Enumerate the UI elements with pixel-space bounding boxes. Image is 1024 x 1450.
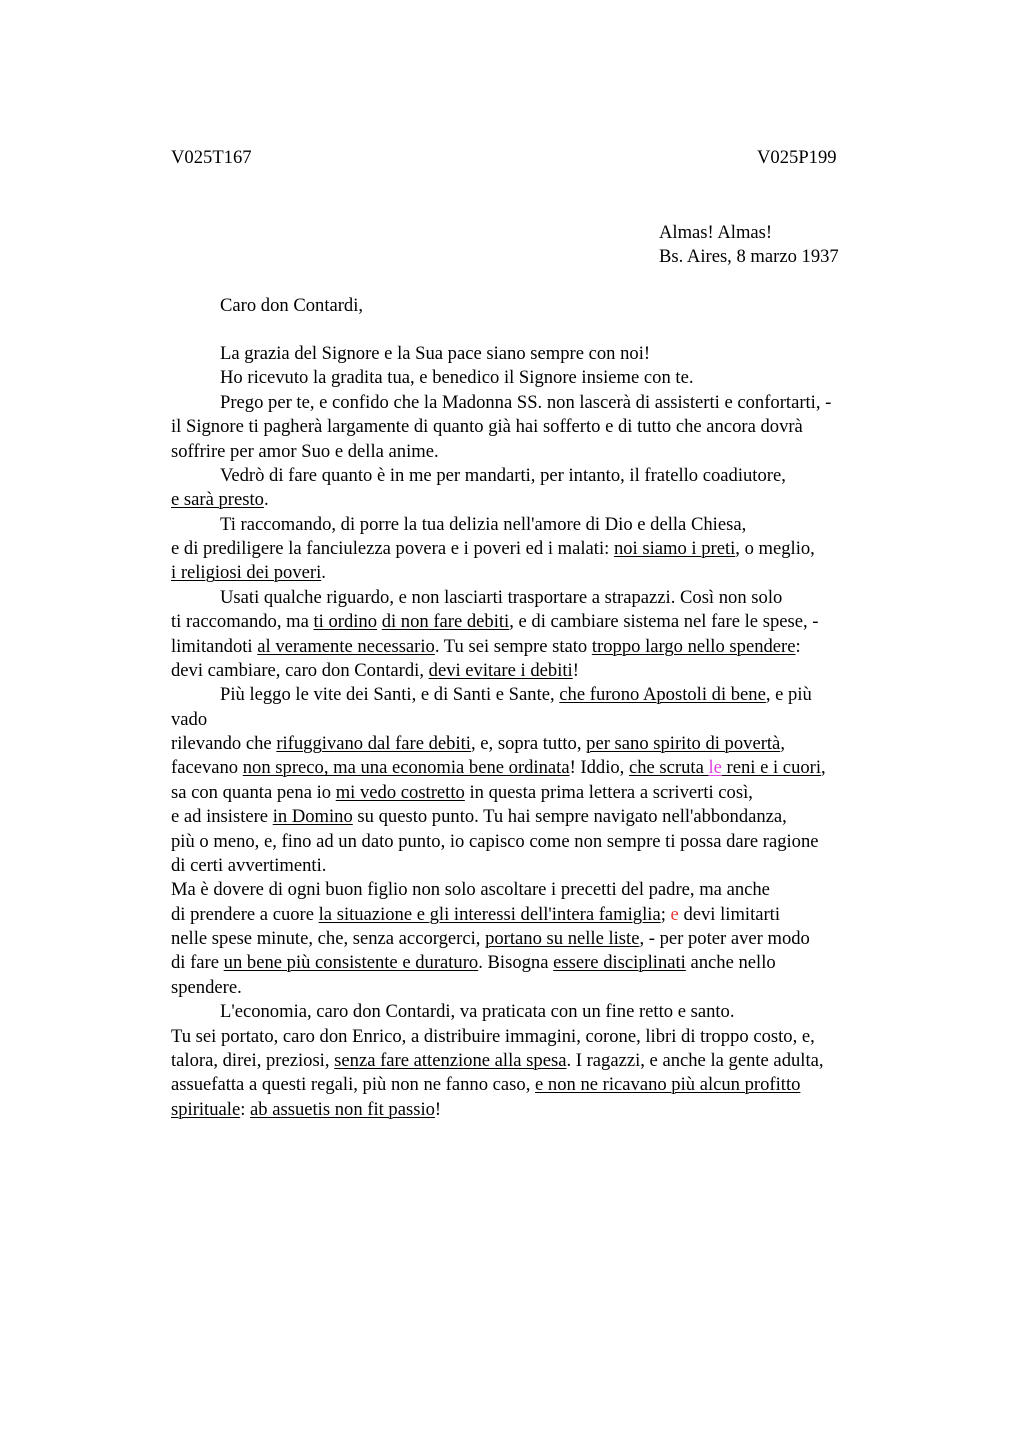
underlined-phrase: senza fare attenzione alla spesa [334, 1049, 567, 1071]
underlined-phrase: essere disciplinati [553, 952, 686, 974]
letter-line: più o meno, e, fino ad un dato punto, io capisco come non sempre ti possa dare ragione [171, 830, 819, 852]
underlined-phrase: portano su nelle liste [485, 928, 640, 949]
underlined-phrase: la situazione e gli interessi dell'intera famiglia [318, 903, 661, 925]
letter-line [171, 927, 911, 951]
letter-line [171, 1098, 911, 1122]
letter-line [171, 488, 911, 512]
text-segment: sa con quanta pena io [171, 781, 336, 803]
place-and-date: Bs. Aires, 8 marzo 1937 [659, 246, 839, 268]
motto: Almas! Almas! [659, 222, 773, 243]
letter-line: Ti raccomando, di porre la tua delizia nell'amore di Dio e della Chiesa, [220, 513, 747, 535]
underlined-phrase: di non fare debiti [381, 611, 510, 633]
text-segment: di fare [171, 952, 224, 974]
text-segment: ti raccomando, ma [171, 611, 314, 633]
underlined-phrase: e sarà presto [171, 489, 264, 511]
letter-line [171, 732, 911, 756]
dateline [659, 221, 839, 270]
text-segment: Più leggo le vite dei Santi, e di Santi e Sante, [220, 684, 560, 706]
letter-line: vado [171, 708, 208, 730]
underlined-phrase: e non ne ricavano più alcun profitto [535, 1074, 801, 1096]
underlined-phrase: un bene più consistente e duraturo [223, 952, 479, 974]
text-segment: e ad insistere [171, 806, 273, 828]
letter-line [171, 683, 911, 707]
text-segment: , e di cambiare sistema nel fare le spese, - [509, 611, 819, 633]
text-segment: . I ragazzi, e anche la gente adulta, [566, 1049, 824, 1071]
text-segment: ; [660, 903, 671, 925]
underlined-phrase: che scruta [628, 757, 709, 779]
text-segment: . Tu sei sempre stato [434, 635, 592, 657]
letter-line: La grazia del Signore e la Sua pace siano sempre con noi! [220, 343, 651, 364]
underlined-phrase: ab assuetis non fit passio [250, 1098, 435, 1120]
underlined-phrase: devi evitare i debiti [428, 659, 573, 681]
text-segment: ! [572, 659, 579, 681]
document-code-left: V025T167 [171, 147, 252, 168]
letter-body [171, 342, 911, 1122]
letter-line: di certi avvertimenti. [171, 854, 327, 876]
text-segment: devi limitarti [678, 903, 781, 925]
letter-line: il Signore ti pagherà largamente di quanto già hai sofferto e di tutto che ancora dovrà [171, 416, 803, 438]
text-segment: , e più [765, 684, 812, 706]
text-segment: in questa prima lettera a scriverti così, [464, 781, 753, 803]
underlined-phrase: che furono Apostoli di bene [559, 684, 766, 706]
letter-line: Ma è dovere di ogni buon figlio non solo ascoltare i precetti del padre, ma anche [171, 879, 770, 901]
underlined-phrase: rifuggivano dal fare debiti [276, 733, 471, 754]
text-segment: di prendere a cuore [171, 903, 319, 925]
text-segment: su questo punto. Tu hai sempre navigato nell'abbondanza, [352, 806, 787, 828]
underlined-phrase: spirituale [171, 1098, 241, 1120]
underlined-phrase: reni e i cuori [721, 757, 822, 779]
text-segment: devi cambiare, caro don Contardi, [171, 659, 429, 681]
text-segment: facevano [171, 757, 243, 779]
text-segment: : [795, 635, 801, 657]
letter-line [171, 610, 911, 634]
text-segment: . [263, 489, 269, 511]
text-segment: limitandoti [171, 635, 258, 657]
underlined-phrase: per sano spirito di povertà [586, 733, 781, 754]
text-segment: . Bisogna [478, 952, 554, 974]
text-segment: , o meglio, [735, 538, 815, 559]
text-segment: nelle spese minute, che, senza accorgerci, [171, 928, 486, 949]
underlined-phrase: noi siamo i preti [613, 538, 736, 559]
highlighted-word-magenta: le [708, 757, 722, 779]
letter-line [171, 537, 911, 561]
underlined-phrase: i religiosi dei poveri [171, 562, 322, 584]
text-segment: , - per poter aver modo [639, 928, 810, 949]
letter-line: Ho ricevuto la gradita tua, e benedico il Signore insieme con te. [220, 367, 694, 389]
letter-line [171, 805, 911, 829]
text-segment: : [240, 1098, 251, 1120]
letter-line [171, 781, 911, 805]
letter-line: Vedrò di fare quanto è in me per mandarti, per intanto, il fratello coadiutore, [220, 464, 786, 486]
underlined-phrase: troppo largo nello spendere [591, 635, 796, 657]
letter-line: Usati qualche riguardo, e non lasciarti trasportare a strapazzi. Così non solo [220, 586, 783, 608]
letter-line [171, 1049, 911, 1073]
highlighted-word-red: e [670, 903, 679, 925]
letter-line: spendere. [171, 976, 242, 998]
letter-line [171, 635, 911, 659]
text-segment: ! Iddio, [569, 757, 629, 779]
letter-line: Tu sei portato, caro don Enrico, a distribuire immagini, corone, libri di troppo costo, e, [171, 1025, 815, 1047]
salutation: Caro don Contardi, [220, 295, 364, 316]
letter-line: Prego per te, e confido che la Madonna SS. non lascerà di assisterti e confortarti, - [220, 391, 832, 413]
text-segment: talora, direi, preziosi, [171, 1049, 335, 1071]
letter-line [171, 561, 911, 585]
letter-line [171, 756, 911, 780]
letter-line [171, 903, 911, 927]
letter-line [171, 1073, 911, 1097]
letter-line [171, 659, 911, 683]
underlined-phrase: non spreco, ma una economia bene ordinata [242, 757, 570, 779]
letter-line [171, 951, 911, 975]
underlined-phrase: in Domino [272, 806, 353, 828]
underlined-phrase: ti ordino [313, 611, 378, 633]
text-segment: , [780, 733, 785, 754]
text-segment: , [821, 757, 826, 779]
document-code-right: V025P199 [757, 147, 837, 168]
letter-line: soffrire per amor Suo e della anime. [171, 440, 439, 462]
text-segment: . [321, 562, 326, 584]
letter-line: L'economia, caro don Contardi, va praticata con un fine retto e santo. [220, 1001, 735, 1023]
text-segment: , e, sopra tutto, [470, 733, 587, 754]
underlined-phrase: al veramente necessario [257, 635, 435, 657]
text-segment: rilevando che [171, 733, 277, 754]
text-segment: e di prediligere la fanciulezza povera e i poveri ed i malati: [171, 538, 614, 559]
underlined-phrase: mi vedo costretto [335, 781, 465, 803]
text-segment: ! [434, 1098, 442, 1120]
text-segment: assuefatta a questi regali, più non ne fanno caso, [171, 1074, 536, 1096]
text-segment: anche nello [685, 952, 776, 974]
